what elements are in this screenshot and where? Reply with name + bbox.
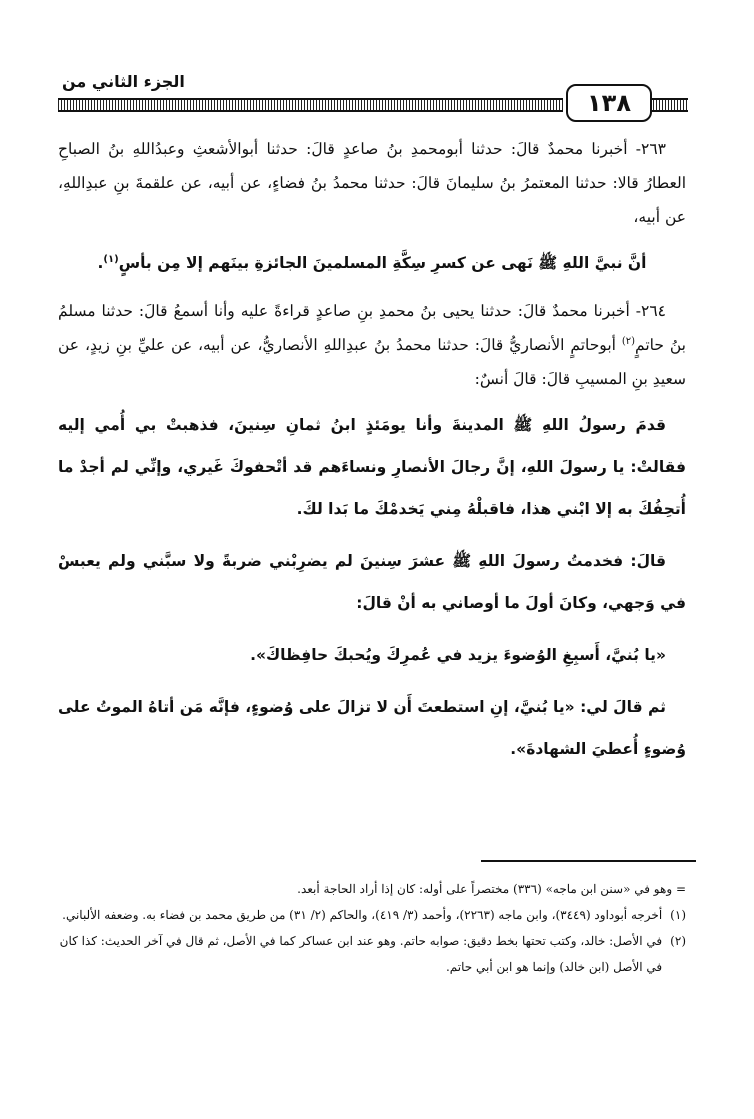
hadith-264-para-3: «يا بُنيَّ، أَسبِغِ الوُضوءَ يزيد في عُمرِكَ ويُحبكَ حافِظاكَ». <box>250 646 666 664</box>
hadith-263-matn-text: أنَّ نبيَّ اللهِ ﷺ نَهى عن كسرِ سِكَّةِ المسلمينَ الجائزةِ بينَهم إلا مِن بأسٍ <box>118 254 647 272</box>
footnote-2-number: (٢) <box>670 934 686 948</box>
footnote-1 <box>58 902 686 928</box>
hadith-263-matn <box>58 242 686 284</box>
hadith-263-isnad: ٢٦٣- أخبرنا محمدٌ قالَ: حدثنا أبومحمدِ بنُ صاعدٍ قالَ: حدثنا أبوالأشعثِ وعبدُاللهِ بنُ الصباحِ العطارُ قالا: حدثنا المعتمرُ بنُ سليمانَ قالَ: حدثنا محمدُ بنُ فضاءٍ، عن أبيه، عن علقمةَ بنِ عبدِاللهِ، عن أبيه، <box>58 140 686 226</box>
hadith-264-isnad-a: ٢٦٤- أخبرنا محمدٌ قالَ: حدثنا يحيى بنُ محمدِ بنِ صاعدٍ قراءةً عليه وأنا أسمعُ قالَ: حدثنا مسلمُ بنُ حاتمٍ <box>58 302 687 354</box>
footnote-1-text: أخرجه أبوداود (٣٤٤٩)، وابن ماجه (٢٢٦٣)، وأحمد (٣/ ٤١٩)، والحاكم (٢/ ٣١) من طريق محمد بن فضاء به. وضعفه الألباني. <box>62 908 663 922</box>
footnote-ref-2: (٢) <box>621 335 636 347</box>
footnote-continuation: = وهو في «سنن ابن ماجه» (٣٣٦) مختصراً على أوله: كان إذا أراد الحاجة أبعد. <box>297 882 686 896</box>
hadith-264-isnad-b: أبوحاتمٍ الأنصاريُّ قالَ: حدثنا محمدُ بنُ عبدِاللهِ الأنصاريُّ، عن أبيه، عن عليِّ بنِ زيدٍ، عن سعيدِ بنِ المسيبِ قالَ: قالَ أنسٌ: <box>58 336 686 388</box>
header-rule-left <box>58 98 563 112</box>
hadith-264-para-4: ثم قالَ لي: «يا بُنيَّ، إنِ استطعتَ أَن لا تزالَ على وُضوءٍ، فإنَّه مَن أتاهُ الموتُ على وُضوءٍ أُعطيَ الشهادةَ». <box>58 698 686 758</box>
footnote-1-number: (١) <box>670 908 686 922</box>
page-number: ١٣٨ <box>566 84 652 122</box>
footnote-2-text: في الأصل: خالد، وكتب تحتها بخط دقيق: صوابه حاتم. وهو عند ابن عساكر كما في الأصل، ثم قال في آخر الحديث: كذا كان في الأصل (ابن خالد) وإنما هو ابن أبي حاتم. <box>59 934 663 974</box>
header-rule-right <box>650 98 688 112</box>
footnotes <box>58 876 686 980</box>
footnote-separator <box>481 860 696 862</box>
hadith-264-para-1: قدمَ رسولُ اللهِ ﷺ المدينةَ وأنا يومَئذٍ ابنُ ثمانِ سِنينَ، فذهبتْ بي أُمي إليه فقالتْ: يا رسولَ اللهِ، إنَّ رجالَ الأنصارِ ونساءَهم قد أتْحفوكَ غَيري، وإنِّي لم أجدْ ما أُتحِفُكَ به إلا ابْني هذا، فاقبلْهُ مِني يَخدمْكَ ما بَدا لكَ. <box>58 416 686 518</box>
hadith-263-end: . <box>97 254 104 272</box>
hadith-264-para-2: قالَ: فخدمتُ رسولَ اللهِ ﷺ عشرَ سِنينَ لم يضرِبْني ضربةً ولا سبَّني ولم يعبسْ في وَجهي، وكانَ أولَ ما أوصاني به أنْ قالَ: <box>58 552 686 612</box>
running-title: الجزء الثاني من <box>62 72 185 91</box>
main-text <box>58 132 686 780</box>
page-header <box>58 70 686 120</box>
footnote-ref-1: (١) <box>103 253 119 265</box>
footnote-2 <box>58 928 686 980</box>
hadith-264-isnad <box>58 294 686 396</box>
